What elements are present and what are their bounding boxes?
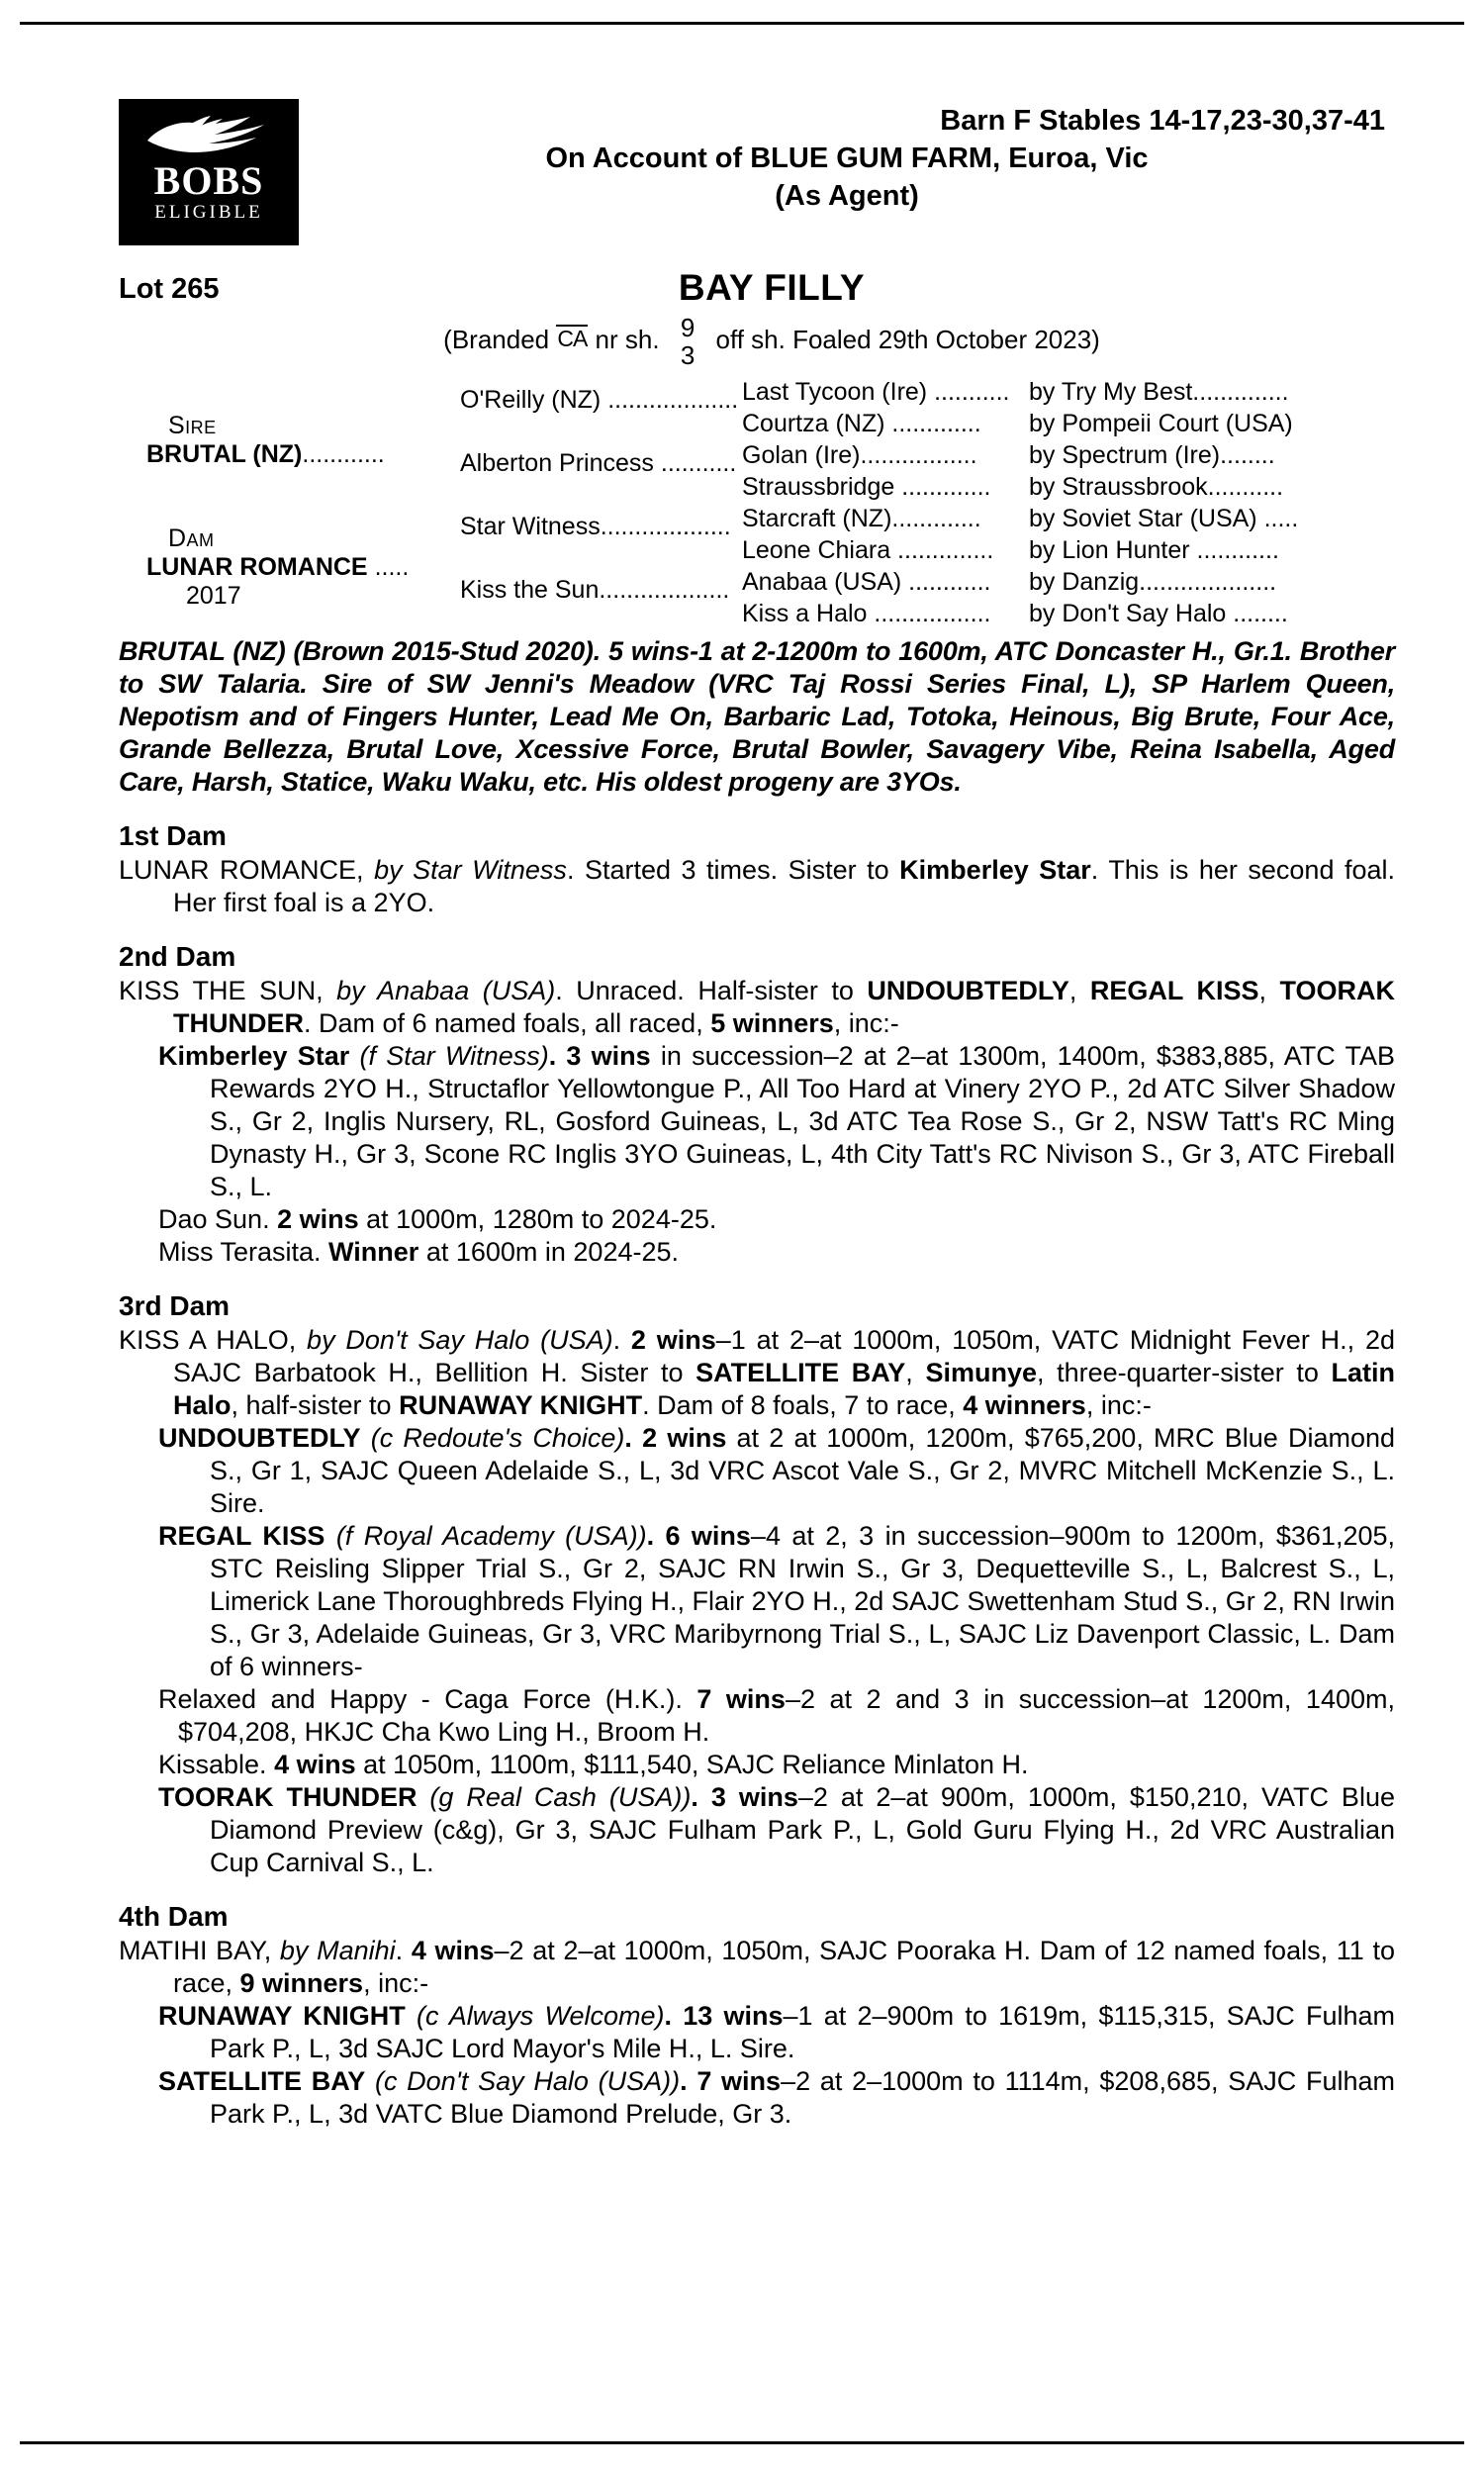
- progeny-detail: at 1000m, 1280m to 2024-25.: [358, 1204, 717, 1234]
- sire-dots: ............: [302, 440, 385, 468]
- dam-name-text: LUNAR ROMANCE: [146, 553, 368, 581]
- gen3-row-7: [742, 568, 1395, 600]
- second-dam-text1: . Unraced. Half-sister to: [555, 976, 868, 1005]
- page-content: [119, 94, 1395, 2131]
- progeny-wins: . 3 wins: [691, 1782, 798, 1812]
- brand-number-fraction: [681, 315, 695, 368]
- sire-name-text: BRUTAL (NZ): [146, 440, 303, 468]
- sire-description-paragraph: BRUTAL (NZ) (Brown 2015-Stud 2020). 5 wins-1 at 2-1200m to 1600m, ATC Doncaster H., Gr.1. Brother to SW Talaria. Sire of SW Jenni's Meadow (VRC Taj Rossi Series Final, L), SP Harlem Queen, Nepotism and of Fingers Hunter, Lead Me On, Barbaric Lad, Totoka, Heinous, Big Brute, Four Ace, Grande Bellezza, Brutal Love, Xcessive Force, Brutal Bowler, Savagery Vibe, Reina Isabella, Aged Care, Harsh, Statice, Waku Waku, etc. His oldest progeny are 3YOs.: [119, 636, 1395, 797]
- logo-brand-text: BOBS: [153, 158, 264, 203]
- dam-dots: .....: [374, 553, 410, 581]
- gen3-row-5: [742, 505, 1395, 536]
- progeny-detail: at 1600m in 2024-25.: [418, 1237, 679, 1267]
- progeny-wins: 2 wins: [269, 1204, 359, 1234]
- pedigree-generation-3: [742, 378, 1395, 631]
- dam-year: 2017: [186, 582, 241, 610]
- gen2-dots-4: ...................: [599, 576, 730, 604]
- page-top-rule: [20, 22, 1464, 25]
- fourth-dam-progeny-1: [119, 2000, 1395, 2065]
- progeny-name: Dao Sun.: [158, 1204, 270, 1234]
- third-dam-progeny-1: [119, 1422, 1395, 1520]
- second-dam-progeny-2: [119, 1203, 1395, 1236]
- progeny-wins: Winner: [321, 1237, 419, 1267]
- first-dam-sibling: Kimberley Star: [899, 855, 1091, 885]
- third-dam-text1: –1 at 2–at 1000m, 1050m, VATC Midnight Fever H., 2d SAJC Barbatook H., Bellition H. Sister to: [173, 1325, 1395, 1387]
- fourth-dam-progeny-2: [119, 2065, 1395, 2131]
- lot-title-zone: [119, 267, 1395, 374]
- header: [119, 94, 1395, 267]
- progeny-sire: (c Always Welcome): [405, 2001, 665, 2031]
- third-dam-subprogeny-2: [119, 1749, 1395, 1781]
- third-dam-text2: , three-quarter-sister to: [1036, 1358, 1332, 1387]
- subprogeny-detail: –2 at 2 and 3 in succession–at 1200m, 1400m, $704,208, HKJC Cha Kwo Ling H., Broom H.: [178, 1684, 1395, 1747]
- brand-numerator: 9: [680, 313, 696, 342]
- third-dam-rel-3: Latin Halo: [173, 1358, 1395, 1420]
- progeny-name: UNDOUBTEDLY: [158, 1423, 361, 1453]
- gen3-left-3: Golan (Ire).................: [742, 441, 977, 469]
- subprogeny-detail: at 1050m, 1100m, $111,540, SAJC Reliance Minlaton H.: [355, 1750, 1029, 1779]
- as-agent-line: (As Agent): [775, 180, 919, 212]
- lot-number: Lot 265: [119, 273, 220, 305]
- gen2-row-4: [460, 576, 729, 605]
- sep: .: [612, 1325, 631, 1355]
- first-dam-name: LUNAR ROMANCE,: [119, 855, 375, 885]
- pedigree-table: [119, 378, 1395, 633]
- first-dam-sire: by Star Witness: [374, 855, 567, 885]
- dam-block: [146, 524, 409, 611]
- gen3-left-4: Straussbridge .............: [742, 473, 991, 501]
- progeny-wins: . 7 wins: [680, 2066, 782, 2096]
- gen2-name-2: Alberton Princess: [460, 449, 654, 477]
- gen3-left-7: Anabaa (USA) ............: [742, 568, 991, 596]
- second-dam-winners: 5 winners: [710, 1008, 834, 1038]
- third-dam-text5: , inc:-: [1085, 1390, 1152, 1420]
- third-dam-text4: . Dam of 8 foals, 7 to race,: [642, 1390, 964, 1420]
- first-dam-heading: 1st Dam: [119, 820, 227, 851]
- subprogeny-name: Relaxed and Happy - Caga Force (H.K.).: [158, 1684, 683, 1714]
- progeny-wins: . 6 wins: [646, 1521, 751, 1551]
- progeny-detail: –1 at 2–900m to 1619m, $115,315, SAJC Fulham Park P., L, 3d SAJC Lord Mayor's Mile H., L. Sire.: [210, 2001, 1395, 2063]
- third-dam-heading: 3rd Dam: [119, 1290, 231, 1321]
- sep: .: [395, 1936, 412, 1965]
- progeny-sire: (g Real Cash (USA)): [417, 1782, 692, 1812]
- third-dam-text3: , half-sister to: [231, 1390, 400, 1420]
- gen3-row-6: [742, 536, 1395, 568]
- dam-name: [146, 553, 409, 582]
- progeny-sire: (c Don't Say Halo (USA)): [365, 2066, 681, 2096]
- progeny-detail: in succession–2 at 2–at 1300m, 1400m, $383,885, ATC TAB Rewards 2YO H., Structaflor Yellowtongue P., All Too Hard at Vinery 2YO P., 2d ATC Silver Shadow S., Gr 2, Inglis Nursery, RL, Gosford Guineas, L, 3d ATC Tea Rose S., Gr 2, NSW Tatt's RC Ming Dynasty H., Gr 3, Scone RC Inglis 3YO Guineas, L, 4th City Tatt's RC Nivison S., Gr 3, ATC Fireball S., L.: [210, 1041, 1395, 1201]
- third-dam-progeny-3: [119, 1781, 1395, 1879]
- third-dam-subprogeny-1: [119, 1683, 1395, 1749]
- brand-denominator: 3: [680, 340, 696, 370]
- bobs-eligible-logo: [119, 99, 299, 245]
- branded-prefix: (Branded: [443, 324, 550, 354]
- gen3-right-6: by Lion Hunter ............: [1029, 536, 1279, 564]
- fourth-dam-text2: , inc:-: [363, 1968, 429, 1998]
- gen2-name-4: Kiss the Sun: [460, 576, 600, 604]
- progeny-name: Kimberley Star: [158, 1041, 350, 1071]
- gen2-dots-2: ...........: [660, 449, 737, 477]
- fourth-dam-text1: –2 at 2–at 1000m, 1050m, SAJC Pooraka H. Dam of 12 named foals, 11 to race,: [173, 1936, 1395, 1998]
- sire-name: [146, 440, 385, 469]
- fourth-dam-paragraph: [119, 1935, 1395, 2000]
- progeny-name: REGAL KISS: [158, 1521, 325, 1551]
- gen2-row-3: [460, 513, 731, 541]
- second-dam-rel-1: UNDOUBTEDLY: [867, 976, 1069, 1005]
- sep1: ,: [1068, 976, 1090, 1005]
- fourth-dam-sire: by Manihi: [279, 1936, 396, 1965]
- sire-block: [146, 412, 385, 469]
- gen3-right-1: by Try My Best..............: [1029, 378, 1289, 406]
- second-dam-paragraph: [119, 975, 1395, 1040]
- gen3-right-4: by Straussbrook...........: [1029, 473, 1284, 501]
- brand-mark-letters: CA: [557, 325, 588, 351]
- gen3-right-7: by Danzig....................: [1029, 568, 1277, 596]
- sep2: ,: [1258, 976, 1280, 1005]
- third-dam-name: KISS A HALO,: [119, 1325, 308, 1355]
- progeny-detail: –2 at 2–at 900m, 1000m, $150,210, VATC Blue Diamond Preview (c&g), Gr 3, SAJC Fulham Park P., L, Gold Guru Flying H., 2d VRC Australian Cup Carnival S., L.: [210, 1782, 1395, 1877]
- gen3-right-3: by Spectrum (Ire)........: [1029, 441, 1275, 469]
- account-line: On Account of BLUE GUM FARM, Euroa, Vic: [545, 143, 1149, 174]
- third-dam-winners: 4 winners: [963, 1390, 1086, 1420]
- gen3-left-8: Kiss a Halo .................: [742, 600, 991, 627]
- subprogeny-wins: 4 wins: [266, 1750, 356, 1779]
- sep: ,: [905, 1358, 926, 1387]
- second-dam-rel-3: TOORAK THUNDER: [173, 976, 1395, 1038]
- progeny-wins: . 2 wins: [624, 1423, 727, 1453]
- progeny-detail: at 2 at 1000m, 1200m, $765,200, MRC Blue Diamond S., Gr 1, SAJC Queen Adelaide S., L, 3d VRC Ascot Vale S., Gr 2, MVRC Mitchell McKenzie S., L. Sire.: [210, 1423, 1395, 1518]
- gen2-dots-3: ...................: [600, 513, 731, 540]
- gen2-name-3: Star Witness: [460, 513, 601, 540]
- fourth-dam-name: MATIHI BAY,: [119, 1936, 280, 1965]
- sire-label: Sire: [168, 412, 217, 439]
- header-text-block: [299, 102, 1395, 215]
- progeny-detail: –4 at 2, 3 in succession–900m to 1200m, $361,205, STC Reisling Slipper Trial S., Gr 2, SAJC RN Irwin S., Gr 3, Dequetteville S., L, Balcrest S., L, Limerick Lane Thoroughbreds Flying H., Flair 2YO H., 2d SAJC Swettenham Stud S., Gr 2, RN Irwin S., Gr 3, Adelaide Guineas, Gr 3, VRC Maribyrnong Trial S., L, SAJC Liz Davenport Classic, L. Dam of 6 winners-: [210, 1521, 1395, 1681]
- second-dam-progeny-1: [119, 1040, 1395, 1203]
- first-dam-paragraph: [119, 854, 1395, 919]
- gen3-left-2: Courtza (NZ) .............: [742, 410, 981, 437]
- gen3-left-6: Leone Chiara ..............: [742, 536, 994, 564]
- fourth-dam-winners: 9 winners: [239, 1968, 364, 1998]
- subprogeny-name: Kissable.: [158, 1750, 267, 1779]
- progeny-detail: –2 at 2–1000m to 1114m, $208,685, SAJC Fulham Park P., L, 3d VATC Blue Diamond Prelude, Gr 3.: [210, 2066, 1395, 2129]
- third-dam-paragraph: [119, 1324, 1395, 1422]
- progeny-name: TOORAK THUNDER: [158, 1782, 417, 1812]
- gen3-right-2: by Pompeii Court (USA): [1029, 410, 1293, 437]
- horse-head-icon: [139, 111, 278, 162]
- third-dam-progeny-2: [119, 1520, 1395, 1683]
- brand-mark-icon: [556, 322, 588, 355]
- page-title: BAY FILLY: [678, 267, 866, 308]
- gen3-row-1: [742, 378, 1395, 410]
- progeny-name: RUNAWAY KNIGHT: [158, 2001, 406, 2031]
- logo-sub-text: ELIGIBLE: [154, 202, 263, 223]
- progeny-sire: (c Redoute's Choice): [360, 1423, 625, 1453]
- gen3-row-2: [742, 410, 1395, 441]
- gen2-row-2: [460, 449, 736, 478]
- barn-stables-line: Barn F Stables 14-17,23-30,37-41: [940, 105, 1385, 137]
- second-dam-rel-2: REGAL KISS: [1089, 976, 1259, 1005]
- branded-mid: nr sh.: [595, 324, 660, 354]
- gen3-row-8: [742, 600, 1395, 631]
- second-dam-sire: by Anabaa (USA): [336, 976, 556, 1005]
- gen3-right-5: by Soviet Star (USA) .....: [1029, 505, 1299, 532]
- first-dam-text2: . This is her second foal. Her first foal is a 2YO.: [173, 855, 1396, 917]
- third-dam-rel-1: SATELLITE BAY: [696, 1358, 906, 1387]
- second-dam-text3: , inc:-: [833, 1008, 899, 1038]
- subprogeny-wins: 7 wins: [682, 1684, 786, 1714]
- gen2-row-1: [460, 386, 738, 415]
- branding-line: [119, 315, 1395, 368]
- third-dam-rel-2: Simunye: [925, 1358, 1037, 1387]
- second-dam-name: KISS THE SUN,: [119, 976, 337, 1005]
- third-dam-wins: 2 wins: [630, 1325, 716, 1355]
- gen3-left-5: Starcraft (NZ).............: [742, 505, 981, 532]
- second-dam-text2: . Dam of 6 named foals, all raced,: [304, 1008, 711, 1038]
- progeny-wins: . 3 wins: [548, 1041, 651, 1071]
- dam-label: Dam: [168, 524, 215, 552]
- third-dam-rel-4: RUNAWAY KNIGHT: [399, 1390, 643, 1420]
- progeny-name: Miss Terasita.: [158, 1237, 322, 1267]
- branded-suffix: off sh. Foaled 29th October 2023): [715, 324, 1100, 354]
- first-dam-text1: . Started 3 times. Sister to: [566, 855, 900, 885]
- second-dam-progeny-3: [119, 1236, 1395, 1269]
- third-dam-sire: by Don't Say Halo (USA): [307, 1325, 613, 1355]
- fourth-dam-heading: 4th Dam: [119, 1901, 229, 1932]
- gen3-row-3: [742, 441, 1395, 473]
- second-dam-heading: 2nd Dam: [119, 941, 236, 972]
- progeny-wins: . 13 wins: [664, 2001, 784, 2031]
- gen3-right-8: by Don't Say Halo ........: [1029, 600, 1288, 627]
- gen2-dots-1: ...................: [607, 386, 739, 414]
- gen2-name-1: O'Reilly (NZ): [460, 386, 602, 414]
- progeny-sire: (f Royal Academy (USA)): [325, 1521, 647, 1551]
- gen3-left-1: Last Tycoon (Ire) ...........: [742, 378, 1010, 406]
- page-bottom-rule: [20, 2441, 1464, 2444]
- progeny-sire: (f Star Witness): [349, 1041, 549, 1071]
- fourth-dam-wins: 4 wins: [411, 1936, 495, 1965]
- gen3-row-4: [742, 473, 1395, 505]
- progeny-name: SATELLITE BAY: [158, 2066, 366, 2096]
